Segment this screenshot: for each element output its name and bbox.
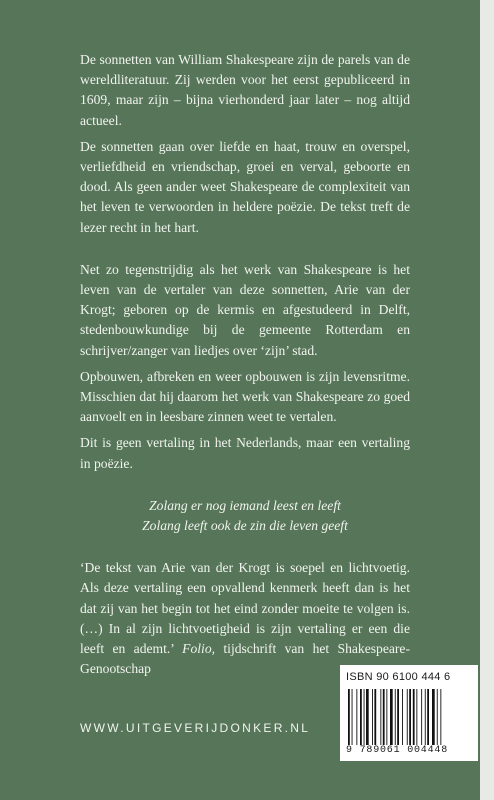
barcode-bar (348, 689, 350, 745)
page-edge (480, 0, 494, 800)
barcode-bar (421, 689, 422, 745)
barcode-bar (409, 689, 411, 745)
paragraph-intro: De sonnetten van William Shakespeare zijn de parels van de wereldliteratuur. Zij werden voor het eerst gepubliceerd in 1609, maar zijn – bijna vierhonderd jaar later – nog altijd actueel. (80, 52, 410, 128)
poem-line: Zolang leeft ook de zin die leven geeft (142, 518, 348, 534)
poem-couplet (80, 496, 410, 536)
barcode-bar (440, 689, 441, 745)
barcode-bar (360, 689, 362, 745)
barcode-bar (407, 689, 408, 745)
barcode-bar (437, 689, 438, 745)
quote-source: Folio, (182, 641, 216, 657)
barcode-bar (383, 689, 385, 745)
barcode-bar (413, 689, 415, 745)
barcode-bar (380, 689, 381, 745)
barcode-graphic (346, 689, 470, 745)
paragraph-translator: Net zo tegenstrijdig als het werk van Shakespeare is het leven van de vertaler van deze sonnetten, Arie van der Krogt; geboren op de kermis en afgestudeerd in Delft, stedenbouwkundige bij de gemeente Rotterdam en schrijver/zanger van liedjes over ‘zijn’ stad. (80, 261, 410, 358)
barcode-bar (397, 689, 399, 745)
review-quote (80, 558, 410, 679)
paragraph-rhythm: Opbouwen, afbreken en weer opbouwen is zijn levensritme. Misschien dat hij daarom het werk van Shakespeare zo goed aanvoelt en in leesbare zinnen weet te vertalen. (80, 368, 410, 425)
barcode-bar (427, 689, 429, 745)
barcode-bar (432, 689, 435, 745)
barcode-bar (352, 689, 353, 745)
paragraph-poetry: Dit is geen vertaling in het Nederlands, maar een vertaling in poëzie. (80, 435, 410, 471)
barcode-bar (416, 689, 417, 745)
isbn-label: ISBN 90 6100 444 6 (346, 671, 451, 683)
barcode-number: 9 789061 004448 (346, 745, 449, 756)
barcode-bar (356, 689, 357, 745)
barcode-bar (386, 689, 387, 745)
barcode-bar (366, 689, 369, 745)
blurb-text (80, 50, 410, 679)
barcode-bar (390, 689, 393, 745)
barcode-bar (364, 689, 365, 745)
barcode-bar (425, 689, 426, 745)
quote-source-rest: tijdschrift van het Shakespeare-Genootschap (80, 641, 410, 677)
poem-line: Zolang er nog iemand leest en leeft (149, 497, 341, 513)
isbn-barcode-box (340, 665, 478, 761)
barcode-bar (402, 689, 403, 745)
barcode-bar (374, 689, 376, 745)
barcode-bar (372, 689, 373, 745)
barcode-bar (395, 689, 396, 745)
quote-text: ‘De tekst van Arie van der Krogt is soepel en lichtvoetig. Als deze vertaling een opvallend kenmerk heeft dan is het dat zij van het begin tot het eind zonder moeite te volgen is. (…) In al zijn lichtvoetigheid is zijn vertaling er een die leeft en ademt.’ (80, 560, 410, 657)
publisher-website: WWW.UITGEVERIJDONKER.NL (80, 721, 311, 735)
paragraph-themes: De sonnetten gaan over liefde en haat, trouw en overspel, verliefdheid en vriendschap, groei en verval, geboorte en dood. Als geen ander weet Shakespeare de complexiteit van het leven te verwoorden in heldere poëzie. De tekst treft de lezer recht in het hart. (80, 138, 410, 235)
